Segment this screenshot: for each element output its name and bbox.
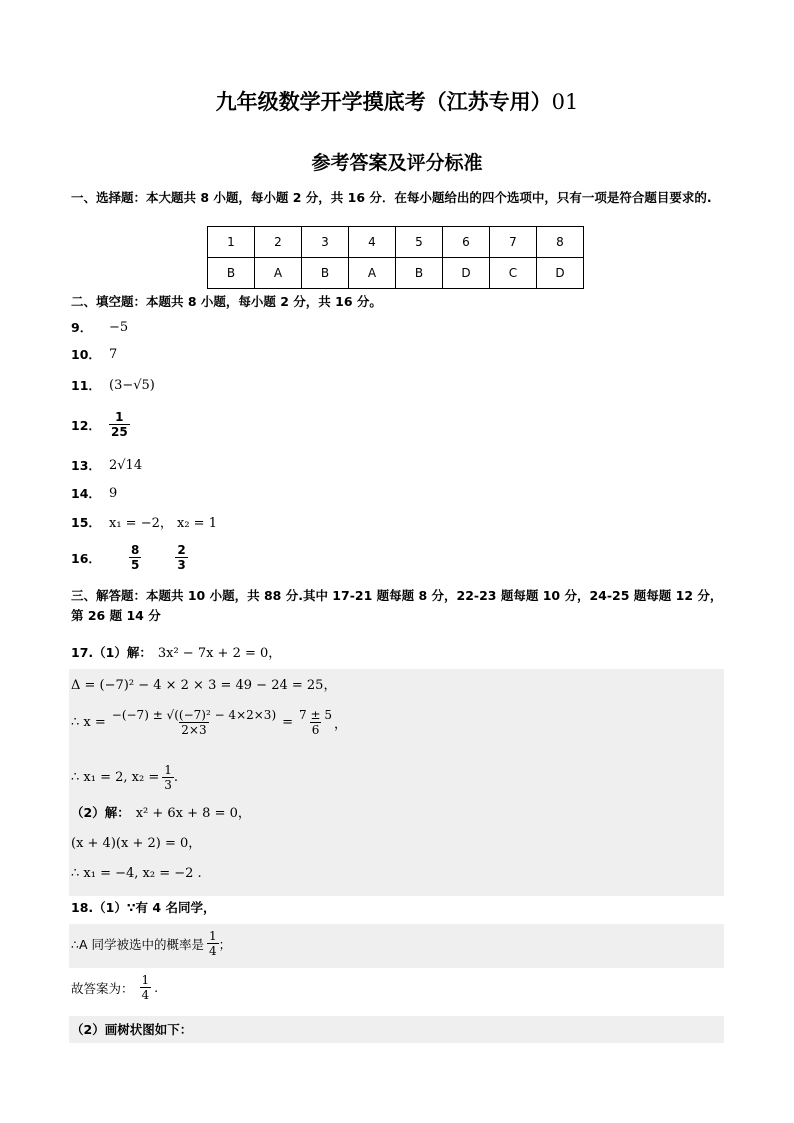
q17-x-prefix: ∴ x = [71,715,106,730]
item-number: 16． [71,550,101,566]
section2-heading: 二、填空题：本题共 8 小题，每小题 2 分，共 16 分。 [71,294,382,309]
q17-part2-roots: ∴ x₁ = −4, x₂ = −2 . [71,866,202,881]
item-number: 14． [71,486,101,501]
item-number: 13． [71,458,101,473]
table-cell-answer: D [537,258,584,289]
q17-part2-equation: x² + 6x + 8 = 0， [135,806,251,821]
table-cell-answer: A [349,258,396,289]
item-answer: 2√14 [109,457,143,473]
q18-probability-end: ； [218,936,232,952]
q17-roots [71,763,178,792]
q18-part2-text: （2）画树状图如下： [71,1022,193,1037]
q18-answer [71,973,158,1002]
table-cell-answer: B [302,258,349,289]
q17-part2 [71,802,251,821]
table-cell-number: 7 [490,227,537,258]
fraction-numerator: 1 [115,410,124,424]
item-number: 9． [71,320,93,335]
table-cell-number: 5 [396,227,443,258]
list-item [71,456,142,474]
item-number: 12． [71,417,101,433]
fraction-numerator: 1 [208,929,217,943]
q18-line1 [71,898,215,916]
list-item [71,410,130,439]
q17-equals: = [282,715,294,730]
page-subtitle: 参考答案及评分标准 [311,152,483,174]
table-cell-number: 2 [255,227,302,258]
q18-answer-fraction [140,973,152,1002]
fraction-denominator: 5 [131,558,140,572]
table-cell-answer: B [396,258,443,289]
fraction-denominator: 6 [311,723,320,737]
item-fraction [175,543,187,572]
table-cell-answer: B [208,258,255,289]
table-cell-answer: D [443,258,490,289]
q17-roots-fraction [162,763,174,792]
item-answer: 7 [109,346,118,362]
section3-heading: 三、解答题：本题共 10 小题，共 88 分.其中 17-21 题每题 8 分，22-23 题每题 10 分，24-25 题每题 12 分，第 26 题 14 分 [71,588,723,623]
q17-x-fraction-simplified [297,708,334,737]
q18-probability-fraction [207,929,219,958]
item-fraction [109,410,130,439]
item-answer: x₁ = −2， x₂ = 1 [109,516,217,531]
list-item [71,345,117,363]
table-cell-answer: A [255,258,302,289]
fraction-denominator: 3 [177,558,186,572]
fraction-denominator: 2×3 [181,723,207,737]
list-item [71,543,188,572]
section1-heading: 一、选择题：本大题共 8 小题，每小题 2 分，共 16 分．在每小题给出的四个选项中，只有一项是符合题目要求的. [71,190,712,205]
q18-part2 [71,1020,192,1038]
q17-equation: 3x² − 7x + 2 = 0， [157,646,282,661]
fraction-numerator: 8 [131,543,140,557]
q17-quadratic-formula [71,708,347,737]
q17-comma: ， [334,717,348,732]
list-item [71,318,128,336]
fraction-denominator: 3 [164,778,172,792]
table-cell-number: 6 [443,227,490,258]
item-fraction [129,543,141,572]
fraction-numerator: −(−7) ± √((−7)² − 4×2×3) [111,708,277,722]
q17-label: 17.（1）解： [71,644,152,660]
q17-line1 [71,642,281,661]
table-cell-number: 3 [302,227,349,258]
list-item [71,512,217,531]
table-cell-number: 1 [208,227,255,258]
table-cell-number: 4 [349,227,396,258]
table-cell-number: 8 [537,227,584,258]
q18-probability [71,929,231,958]
list-item [71,484,117,502]
page-title: 九年级数学开学摸底考（江苏专用）01 [215,90,579,114]
q18-probability-text: ∴A 同学被选中的概率是 [71,936,204,952]
item-number: 11． [71,378,101,393]
fraction-denominator: 4 [208,944,217,958]
fraction-numerator: 1 [141,973,150,987]
q17-factorization: (x + 4)(x + 2) = 0， [71,836,202,851]
q18-answer-end: . [154,980,159,995]
answer-table-number-row [208,227,584,258]
answer-table-answer-row [208,258,584,289]
q17-roots-end: . [173,770,178,785]
q17-part2-label: （2）解： [71,804,130,820]
q18-label: 18.（1）∵有 4 名同学， [71,900,216,915]
q18-answer-text: 故答案为： [71,980,134,996]
item-number: 10． [71,347,101,362]
answer-table [207,226,584,289]
fraction-denominator: 25 [111,425,128,439]
item-answer: (3−√5) [109,377,155,393]
q17-x-fraction [110,708,278,737]
list-item [71,376,155,394]
page-title-suffix: 01 [551,90,579,114]
fraction-numerator: 2 [177,543,186,557]
q17-delta: Δ = (−7)² − 4 × 2 × 3 = 49 − 24 = 25， [71,678,337,693]
q17-roots-prefix: ∴ x₁ = 2, x₂ = [71,770,160,785]
fraction-denominator: 4 [141,988,150,1002]
item-number: 15． [71,514,101,530]
fraction-numerator: 7 ± 5 [299,708,332,722]
table-cell-answer: C [490,258,537,289]
fraction-numerator: 1 [164,763,172,777]
item-answer: 9 [109,485,118,501]
item-answer: −5 [109,319,129,335]
